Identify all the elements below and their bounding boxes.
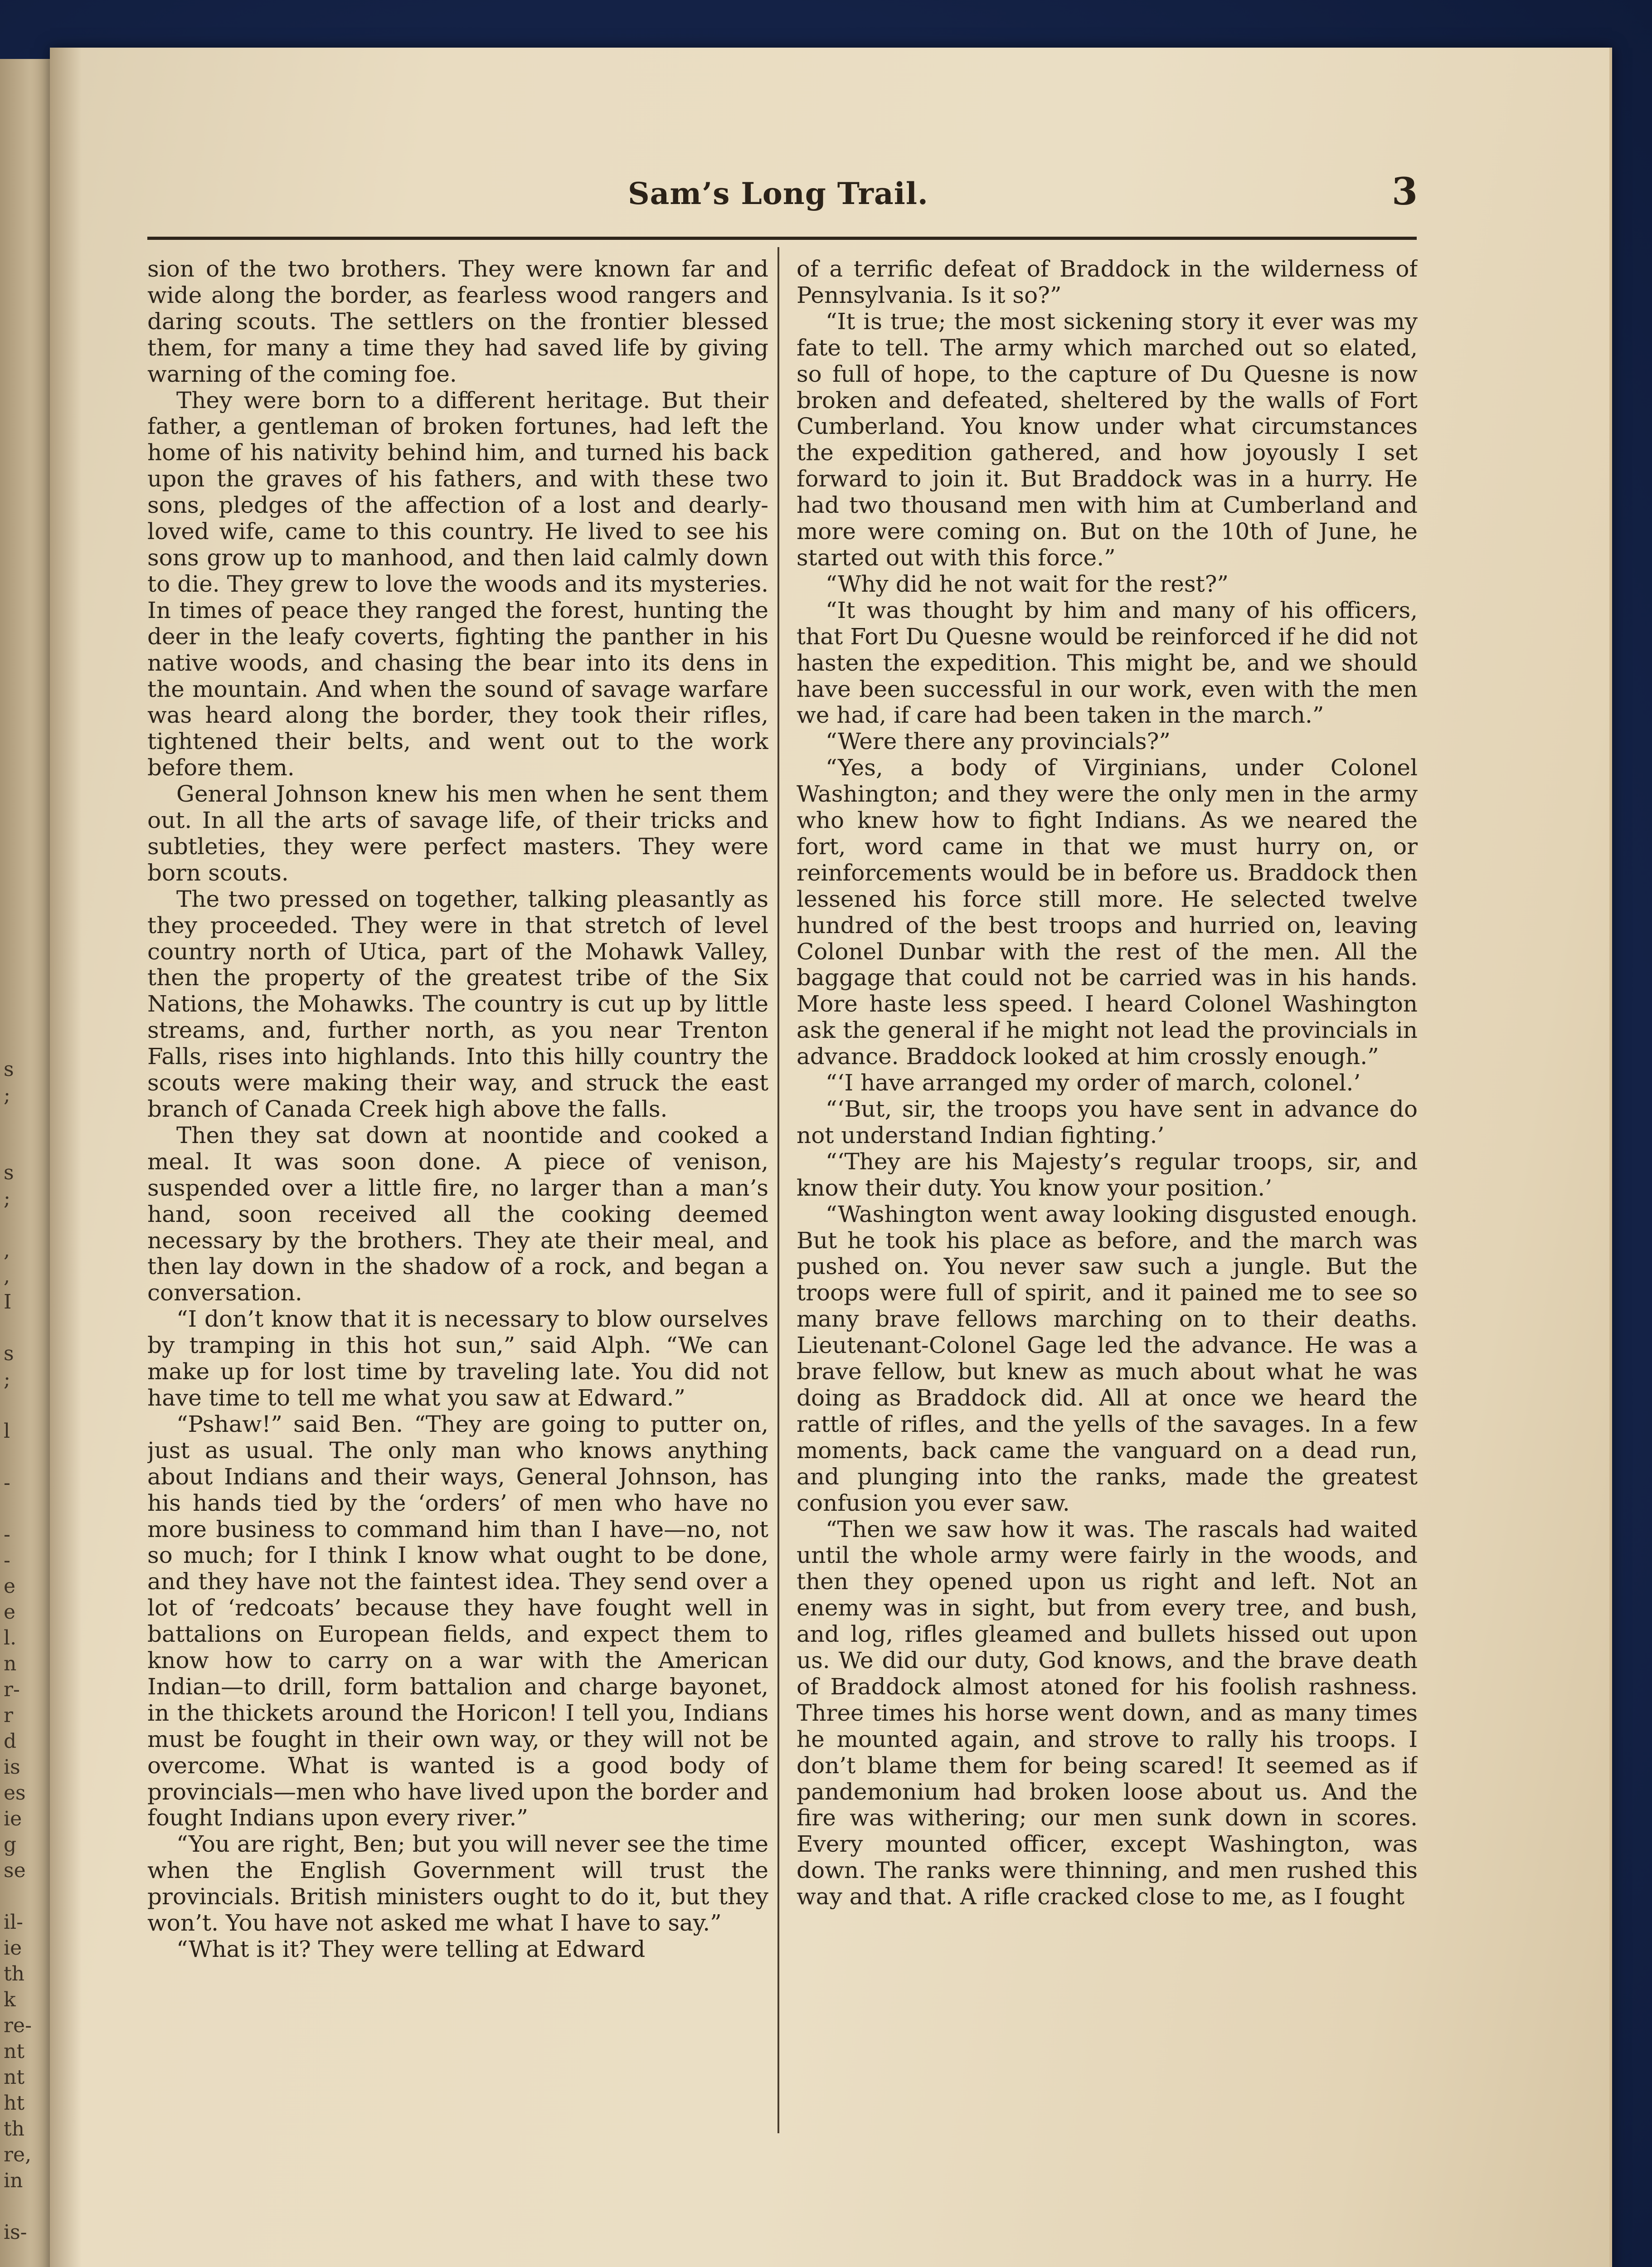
text-column-right [797, 256, 1418, 2133]
text-column-left [147, 256, 768, 2133]
paragraph: The two pressed on together, talking pleasantly as they proceeded. They were in that stretch of level country north of Utica, part of the Mohawk Valley, then the property of the greatest tribe of the Six Nations, the Mohawks. The country is cut up by little streams, and, further north, as you near Trenton Falls, rises into highlands. Into this hilly country the scouts were making their way, and struck the east branch of Canada Creek high above the falls. [147, 885, 768, 1122]
paragraph: “Then we saw how it was. The rascals had waited until the whole army were fairly in the woods, and then they opened upon us right and left. Not an enemy was in sight, but from every tree, and bush, and log, rifles gleamed and bullets hissed out upon us. We did our duty, God knows, and the brave death of Braddock almost atoned for his foolish rashness. Three times his horse went down, and as many times he mounted again, and strove to rally his troops. I don’t blame them for being scared! It seemed as if pandemonium had broken loose about us. And the fire was withering; our men sunk down in scores. Every mounted officer, except Washington, was down. The ranks were thinning, and men rushed this way and that. A rifle cracked close to me, as I fought [797, 1516, 1418, 1910]
column-divider [777, 247, 779, 2133]
paragraph: General Johnson knew his men when he sent them out. In all the arts of savage life, of their tricks and subtleties, they were perfect masters. They were born scouts. [147, 781, 768, 886]
paragraph: “Yes, a body of Virginians, under Colonel Washington; and they were the only men in the army who knew how to fight Indians. As we neared the fort, word came in that we must hurry on, or reinforcements would be in before us. Braddock then lessened his force still more. He selected twelve hundred of the best troops and hurried on, leaving Colonel Dunbar with the rest of the men. All the baggage that could not be carried was in his hands. More haste less speed. I heard Colonel Washington ask the general if he might not lead the provincials in advance. Braddock looked at him crossly enough.” [797, 754, 1418, 1070]
adjacent-page-edge [0, 59, 51, 2267]
paragraph: “Why did he not wait for the rest?” [826, 570, 1229, 597]
gutter-shadow [50, 48, 82, 2267]
paragraph: “‘But, sir, the troops you have sent in advance do not understand Indian fighting.’ [797, 1096, 1418, 1148]
paragraph: “It is true; the most sickening story it ever was my fate to tell. The army which marched out so elated, so full of hope, to the capture of Du Quesne is now broken and defeated, sheltered by the walls of Fort Cumberland. You know under what circumstances the expedition gathered, and how joyously I set forward to join it. But Braddock was in a hurry. He had two thousand men with him at Cumberland and more were coming on. But on the 10th of June, he started out with this force.” [797, 308, 1418, 571]
paragraph: “‘They are his Majesty’s regular troops, sir, and know their duty. You know your position.’ [797, 1148, 1418, 1201]
paragraph: “Pshaw!” said Ben. “They are going to putter on, just as usual. The only man who knows anything about Indians and their ways, General Johnson, has his hands tied by the ‘orders’ of men who have no more business to command him than I have—no, not so much; for I think I know what ought to be done, and they have not the faintest idea. They send over a lot of ‘redcoats’ because they have fought well in battalions on European fields, and expect them to know how to carry on a war with the American Indian—to drill, form battalion and charge bayonet, in the thickets around the Horicon! I tell you, Indians must be fought in their own way, or they will not be overcome. What is wanted is a good body of provincials—men who have lived upon the border and fought Indians upon every river.” [147, 1411, 768, 1831]
paragraph: Then they sat down at noontide and cooked a meal. It was soon done. A piece of venison, suspended over a little fire, no larger than a man’s hand, soon received all the cooking deemed necessary by the brothers. They ate their meal, and then lay down in the shadow of a rock, and began a conversation. [147, 1122, 768, 1306]
paragraph: “You are right, Ben; but you will never see the time when the English Government will trust the provincials. British ministers ought to do it, but they won’t. You have not asked me what I have to say.” [147, 1831, 768, 1936]
paragraph: “I don’t know that it is necessary to blow ourselves by tramping in this hot sun,” said Alph. “We can make up for lost time by traveling late. You did not have time to tell me what you saw at Edward.” [147, 1306, 768, 1411]
running-header-title: Sam’s Long Trail. [628, 176, 928, 211]
paragraph: They were born to a different heritage. But their father, a gentleman of broken fortunes, had left the home of his nativity behind him, and turned his back upon the graves of his fathers, and with these two sons, pledges of the affection of a lost and dearly-loved wife, came to this country. He lived to see his sons grow up to manhood, and then laid calmly down to die. They grew to love the woods and its mysteries. In times of peace they ranged the forest, hunting the deer in the leafy coverts, fighting the panther in his native woods, and chasing the bear into its dens in the mountain. And when the sound of savage warfare was heard along the border, they took their rifles, tightened their belts, and went out to the work before them. [147, 387, 768, 781]
adjacent-page-text-fragments: s ; s ; , , I s ; l - - - e e l. n r- r d is es ie g se il- ie th k re- nt nt ht th re, in is- [4, 1058, 32, 2244]
paragraph: “What is it? They were telling at Edward [176, 1936, 646, 1962]
paragraph: sion of the two brothers. They were known far and wide along the border, as fearless wood rangers and daring scouts. The settlers on the frontier blessed them, for many a time they had saved life by giving warning of the coming foe. [147, 256, 768, 387]
paragraph: “Washington went away looking disgusted enough. But he took his place as before, and the march was pushed on. You never saw such a jungle. But the troops were full of spirit, and it pained me to see so many brave fellows marching on to their deaths. Lieutenant-Colonel Gage led the advance. He was a brave fellow, but knew as much about what he was doing as Braddock did. All at once we heard the rattle of rifles, and the yells of the savages. In a few moments, back came the vanguard on a dead run, and plunging into the ranks, made the greatest confusion you ever saw. [797, 1201, 1418, 1516]
page-number: 3 [1392, 170, 1418, 214]
paragraph: “It was thought by him and many of his officers, that Fort Du Quesne would be reinforced if he did not hasten the expedition. This might be, and we should have been successful in our work, even with the men we had, if care had been taken in the march.” [797, 597, 1418, 729]
header-rule [147, 237, 1417, 240]
paragraph: of a terrific defeat of Braddock in the wilderness of Pennsylvania. Is it so?” [797, 256, 1418, 308]
paragraph: “Were there any provincials?” [826, 728, 1171, 755]
paragraph: “‘I have arranged my order of march, colonel.’ [826, 1070, 1361, 1096]
